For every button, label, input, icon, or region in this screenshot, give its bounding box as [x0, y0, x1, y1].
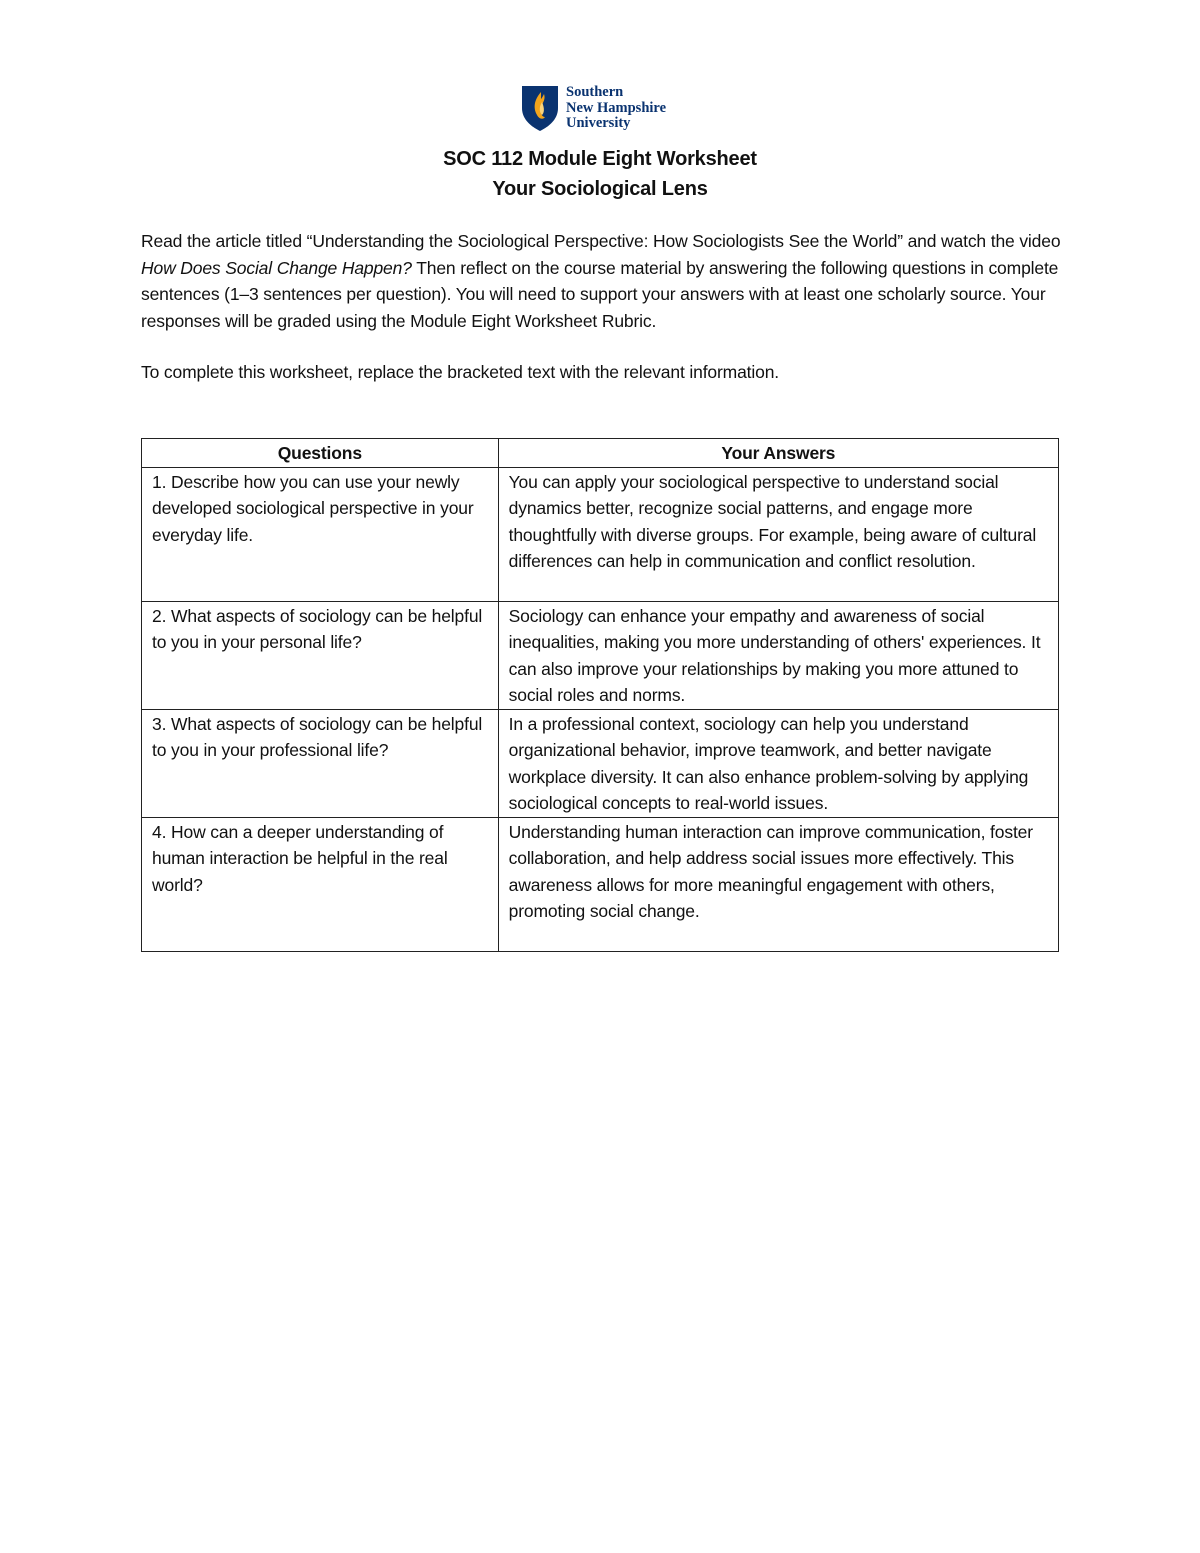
instructions — [141, 228, 1066, 386]
header-questions: Questions — [142, 439, 499, 468]
instructions-text-end: Then reflect on the course material by answering the following questions in complete sentences (1–3 sentences per question). You will need to support your answers with at least one scholarly source. Your responses will be graded using the Module Eight Worksheet Rubric. — [141, 257, 1059, 331]
header-answers: Your Answers — [498, 439, 1058, 468]
logo-line-southern: Southern — [566, 84, 624, 100]
question-cell: 3. What aspects of sociology can be helpful to you in your professional life? — [142, 709, 499, 817]
table-row — [142, 709, 1059, 817]
qa-table — [141, 438, 1059, 952]
title-subtitle: Your Sociological Lens — [492, 178, 708, 200]
question-cell: 1. Describe how you can use your newly developed sociological perspective in your everyday life. — [142, 467, 499, 601]
table-row — [142, 601, 1059, 709]
completion-note: To complete this worksheet, replace the bracketed text with the relevant information. — [141, 362, 779, 382]
title-course: SOC 112 Module Eight Worksheet — [443, 148, 757, 170]
answer-cell[interactable]: Sociology can enhance your empathy and awareness of social inequalities, making you more understanding of others' experiences. It can also improve your relationships by making you more attuned to social roles and norms. — [498, 601, 1058, 709]
logo-line-university: University — [566, 115, 631, 131]
university-logo — [520, 84, 666, 132]
answer-cell[interactable]: You can apply your sociological perspective to understand social dynamics better, recognize social patterns, and engage more thoughtfully with diverse groups. For example, being aware of cultural differences can help in communication and conflict resolution. — [498, 467, 1058, 601]
instructions-paragraph — [141, 228, 1066, 334]
video-title: How Does Social Change Happen? — [141, 257, 412, 278]
table-row — [142, 467, 1059, 601]
university-name — [566, 85, 666, 132]
document-title — [0, 144, 1200, 204]
answer-cell[interactable]: In a professional context, sociology can help you understand organizational behavior, improve teamwork, and better navigate workplace diversity. It can also enhance problem-solving by applying sociological concepts to real-world issues. — [498, 709, 1058, 817]
table-header-row — [142, 439, 1059, 468]
logo-line-new-hampshire: New Hampshire — [566, 99, 667, 116]
shield-flame-icon — [520, 84, 560, 132]
question-cell: 4. How can a deeper understanding of human interaction be helpful in the real world? — [142, 817, 499, 951]
answer-cell[interactable]: Understanding human interaction can improve communication, foster collaboration, and help address social issues more effectively. This awareness allows for more meaningful engagement with others, promoting social change. — [498, 817, 1058, 951]
instructions-text-start: Read the article titled “Understanding the Sociological Perspective: How Sociologists See the World” and watch the video — [141, 231, 1061, 251]
table-row — [142, 817, 1059, 951]
question-cell: 2. What aspects of sociology can be helpful to you in your personal life? — [142, 601, 499, 709]
